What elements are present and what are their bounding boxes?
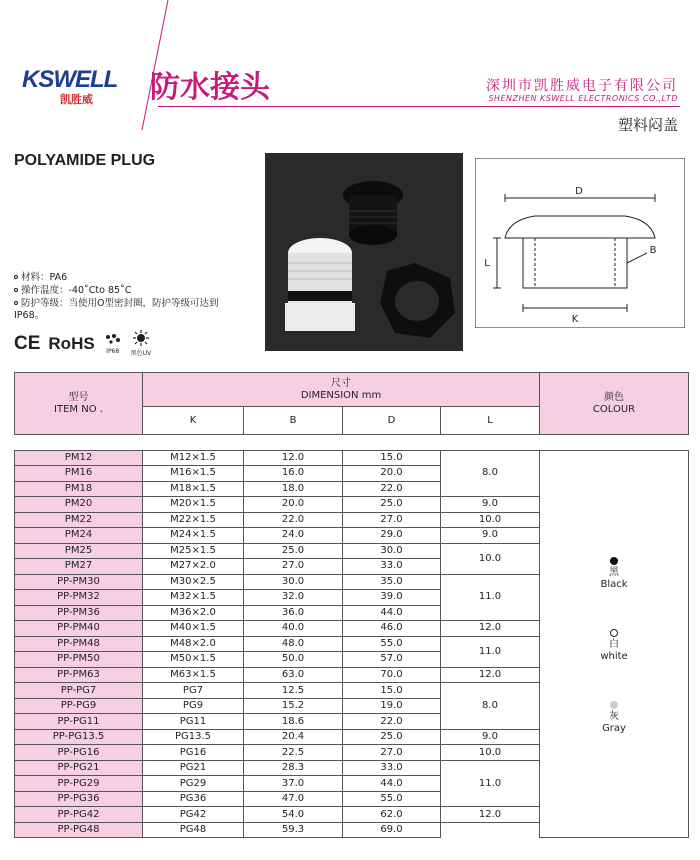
k-cell: M24×1.5 [143, 528, 244, 544]
bullet-icon [14, 275, 18, 279]
colour-cell [540, 450, 689, 838]
item-no-cell: PP-PG42 [15, 807, 143, 823]
black-plug-image [343, 181, 403, 245]
d-cell: 55.0 [343, 791, 441, 807]
colour-option [540, 629, 688, 663]
k-cell: M50×1.5 [143, 652, 244, 668]
d-cell: 22.0 [343, 481, 441, 497]
item-no-cell: PM20 [15, 497, 143, 513]
l-cell: 8.0 [441, 450, 540, 497]
d-cell: 69.0 [343, 822, 441, 838]
k-cell: M22×1.5 [143, 512, 244, 528]
d-cell: 33.0 [343, 760, 441, 776]
k-cell: M36×2.0 [143, 605, 244, 621]
colour-name-cn: 灰 [609, 710, 620, 722]
colour-option [540, 701, 688, 735]
company-logo-sub: 凯胜威 [60, 93, 93, 106]
item-no-cell: PP-PG36 [15, 791, 143, 807]
company-name-cn: 深圳市凯胜威电子有限公司 [486, 78, 678, 94]
item-no-cell: PP-PG29 [15, 776, 143, 792]
l-cell: 11.0 [441, 574, 540, 621]
d-cell: 39.0 [343, 590, 441, 606]
company-name-en: SHENZHEN KSWELL ELECTRONICS CO.,LTD [488, 94, 678, 103]
d-cell: 25.0 [343, 497, 441, 513]
rohs-mark-icon: RoHS [48, 333, 95, 353]
b-cell: 18.0 [244, 481, 343, 497]
spec-material: 材料：PA6 [14, 272, 67, 284]
k-cell: PG29 [143, 776, 244, 792]
b-cell: 47.0 [244, 791, 343, 807]
k-cell: M27×2.0 [143, 559, 244, 575]
item-no-cell: PP-PM32 [15, 590, 143, 606]
ce-mark-icon: CE [14, 332, 41, 354]
item-no-cell: PM18 [15, 481, 143, 497]
item-no-cell: PP-PM36 [15, 605, 143, 621]
b-cell: 36.0 [244, 605, 343, 621]
k-cell: M32×1.5 [143, 590, 244, 606]
item-no-cell: PP-PG11 [15, 714, 143, 730]
l-cell: 10.0 [441, 512, 540, 528]
l-cell: 11.0 [441, 636, 540, 667]
header-colour: 颜色 COLOUR [540, 373, 689, 435]
header-d: D [343, 407, 441, 435]
b-cell: 63.0 [244, 667, 343, 683]
k-cell: M12×1.5 [143, 450, 244, 466]
b-cell: 30.0 [244, 574, 343, 590]
colour-option [540, 557, 688, 591]
item-no-cell: PP-PG9 [15, 698, 143, 714]
k-cell: PG21 [143, 760, 244, 776]
company-logo: KSWELL [22, 66, 118, 93]
white-plug-image [285, 238, 355, 331]
b-cell: 12.5 [244, 683, 343, 699]
page-subtitle: 塑料闷盖 [617, 116, 678, 134]
header-l: L [441, 407, 540, 435]
drawing-label-l: L [484, 258, 490, 269]
l-cell: 11.0 [441, 760, 540, 807]
item-no-cell: PP-PM63 [15, 667, 143, 683]
d-cell: 20.0 [343, 466, 441, 482]
spec-protection: 防护等级：当使用O型密封圈，防护等级可达到IP68。 [14, 298, 219, 321]
k-cell: PG36 [143, 791, 244, 807]
item-no-cell: PM16 [15, 466, 143, 482]
item-no-cell: PM27 [15, 559, 143, 575]
table-row [15, 450, 689, 466]
colour-swatch-icon [610, 629, 618, 637]
header-item-no: 型号 ITEM NO . [15, 373, 143, 435]
k-cell: PG13.5 [143, 729, 244, 745]
colour-name-cn: 黑 [609, 566, 620, 578]
k-cell: M30×2.5 [143, 574, 244, 590]
item-no-cell: PM12 [15, 450, 143, 466]
b-cell: 32.0 [244, 590, 343, 606]
b-cell: 54.0 [244, 807, 343, 823]
l-cell: 12.0 [441, 621, 540, 637]
b-cell: 12.0 [244, 450, 343, 466]
l-cell: 12.0 [441, 667, 540, 683]
colour-swatch-icon [610, 701, 618, 709]
k-cell: PG9 [143, 698, 244, 714]
l-cell: 8.0 [441, 683, 540, 730]
item-no-cell: PP-PM48 [15, 636, 143, 652]
d-cell: 44.0 [343, 776, 441, 792]
header-rule [158, 106, 680, 107]
b-cell: 20.0 [244, 497, 343, 513]
table-body [15, 435, 689, 838]
b-cell: 48.0 [244, 636, 343, 652]
b-cell: 22.0 [244, 512, 343, 528]
k-cell: M16×1.5 [143, 466, 244, 482]
drawing-label-k: K [571, 314, 579, 325]
d-cell: 35.0 [343, 574, 441, 590]
bullet-icon [14, 301, 18, 305]
header-title: 防水接头 [150, 70, 270, 105]
uv-resistant-icon: 黑色UV [131, 330, 152, 357]
d-cell: 33.0 [343, 559, 441, 575]
d-cell: 30.0 [343, 543, 441, 559]
d-cell: 15.0 [343, 683, 441, 699]
k-cell: PG7 [143, 683, 244, 699]
d-cell: 46.0 [343, 621, 441, 637]
item-no-cell: PP-PM50 [15, 652, 143, 668]
b-cell: 16.0 [244, 466, 343, 482]
b-cell: 37.0 [244, 776, 343, 792]
b-cell: 59.3 [244, 822, 343, 838]
l-cell: 9.0 [441, 528, 540, 544]
d-cell: 55.0 [343, 636, 441, 652]
b-cell: 24.0 [244, 528, 343, 544]
item-no-cell: PM25 [15, 543, 143, 559]
dimension-table [14, 372, 689, 838]
technical-drawing [475, 158, 685, 328]
k-cell: PG16 [143, 745, 244, 761]
d-cell: 27.0 [343, 512, 441, 528]
product-photo [265, 153, 463, 351]
colour-name-en: Gray [602, 722, 626, 734]
item-no-cell: PP-PG7 [15, 683, 143, 699]
d-cell: 70.0 [343, 667, 441, 683]
b-cell: 27.0 [244, 559, 343, 575]
certifications [14, 330, 151, 357]
k-cell: M18×1.5 [143, 481, 244, 497]
d-cell: 27.0 [343, 745, 441, 761]
k-cell: M48×2.0 [143, 636, 244, 652]
ip68-icon: IP68 [103, 332, 123, 355]
item-no-cell: PM22 [15, 512, 143, 528]
bullet-icon [14, 288, 18, 292]
b-cell: 15.2 [244, 698, 343, 714]
b-cell: 50.0 [244, 652, 343, 668]
l-cell: 10.0 [441, 745, 540, 761]
drawing-label-d: D [575, 186, 583, 197]
drawing-label-b: B [649, 245, 657, 256]
colour-swatch-icon [610, 557, 618, 565]
d-cell: 22.0 [343, 714, 441, 730]
b-cell: 40.0 [244, 621, 343, 637]
b-cell: 28.3 [244, 760, 343, 776]
header-k: K [143, 407, 244, 435]
item-no-cell: PP-PM40 [15, 621, 143, 637]
b-cell: 25.0 [244, 543, 343, 559]
k-cell: PG42 [143, 807, 244, 823]
spec-temperature: 操作温度：-40˚Cto 85˚C [14, 285, 131, 297]
d-cell: 29.0 [343, 528, 441, 544]
item-no-cell: PM24 [15, 528, 143, 544]
l-cell: 12.0 [441, 807, 540, 823]
item-no-cell: PP-PG21 [15, 760, 143, 776]
d-cell: 25.0 [343, 729, 441, 745]
d-cell: 57.0 [343, 652, 441, 668]
header-dimension: 尺寸 DIMENSION mm [143, 373, 540, 407]
header-b: B [244, 407, 343, 435]
b-cell: 20.4 [244, 729, 343, 745]
k-cell: PG11 [143, 714, 244, 730]
k-cell: M40×1.5 [143, 621, 244, 637]
item-no-cell: PP-PM30 [15, 574, 143, 590]
k-cell: M25×1.5 [143, 543, 244, 559]
item-no-cell: PP-PG48 [15, 822, 143, 838]
item-no-cell: PP-PG13.5 [15, 729, 143, 745]
d-cell: 15.0 [343, 450, 441, 466]
product-title: POLYAMIDE PLUG [14, 152, 156, 169]
k-cell: M20×1.5 [143, 497, 244, 513]
b-cell: 18.6 [244, 714, 343, 730]
k-cell: M63×1.5 [143, 667, 244, 683]
l-cell: 9.0 [441, 729, 540, 745]
d-cell: 62.0 [343, 807, 441, 823]
d-cell: 44.0 [343, 605, 441, 621]
b-cell: 22.5 [244, 745, 343, 761]
l-cell: 9.0 [441, 497, 540, 513]
l-cell: 10.0 [441, 543, 540, 574]
k-cell: PG48 [143, 822, 244, 838]
colour-name-en: Black [600, 578, 628, 590]
d-cell: 19.0 [343, 698, 441, 714]
item-no-cell: PP-PG16 [15, 745, 143, 761]
colour-name-cn: 白 [609, 638, 620, 650]
colour-name-en: white [600, 650, 628, 662]
